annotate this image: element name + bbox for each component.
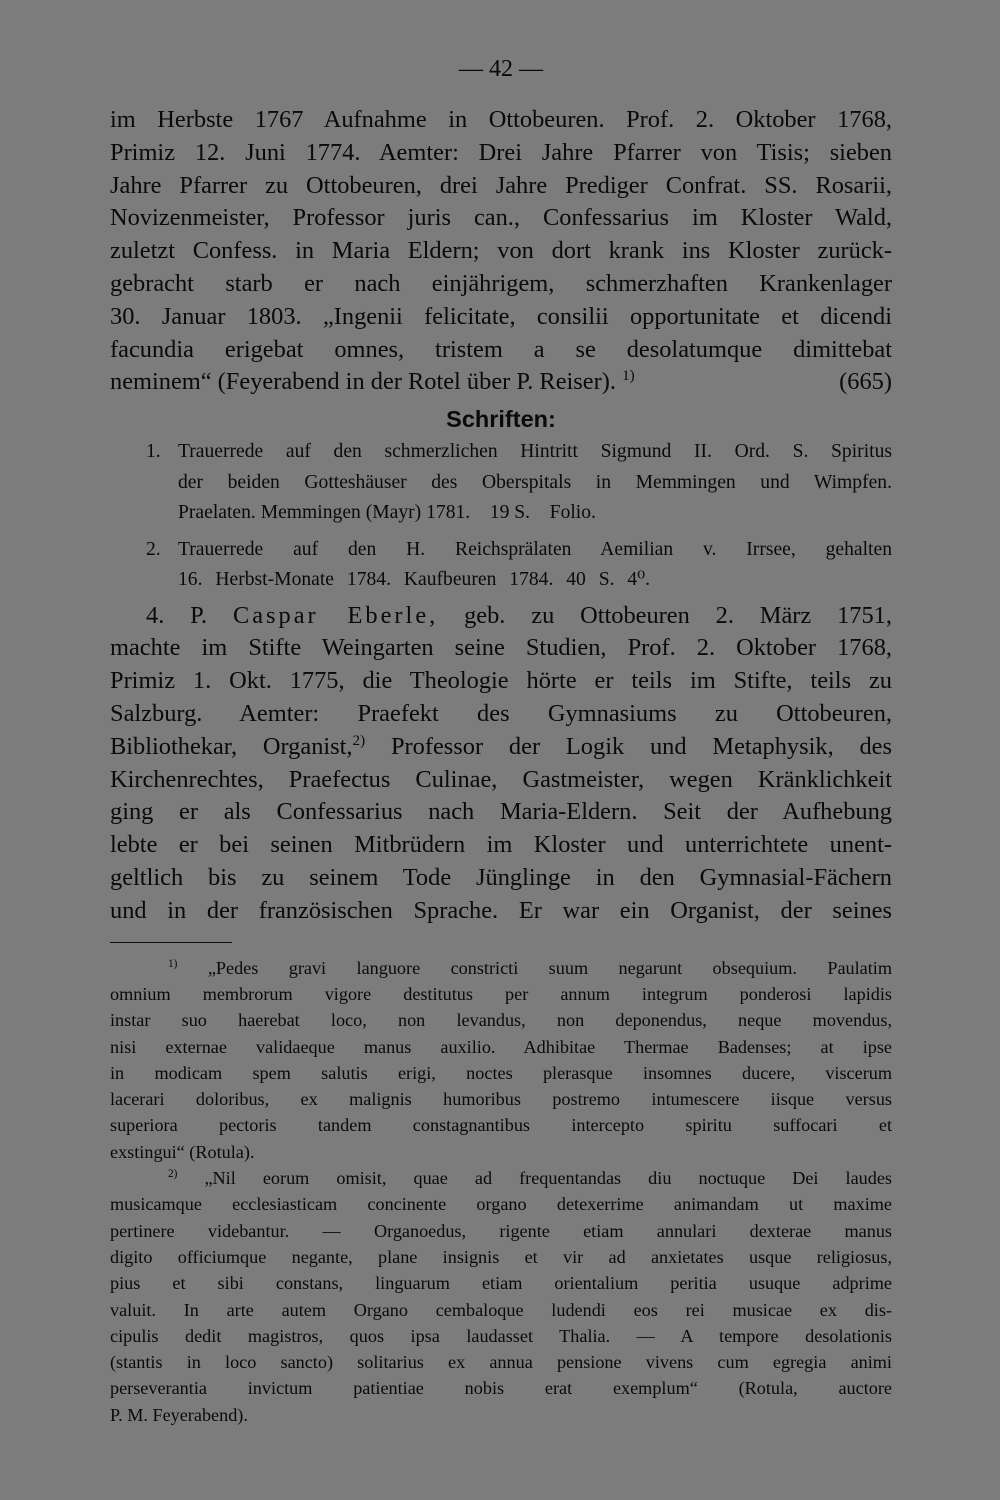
text-fragment: geb. zu Ottobeuren 2. März 1751, xyxy=(464,601,892,629)
spacer xyxy=(110,565,178,596)
footnote-line: musicamque ecclesiasticam concinente organo detexerrime animandam ut maxime xyxy=(110,1194,892,1215)
footnote-line: perseverantia invictum patientiae nobis erat exemplum“ (Rotula, auctore xyxy=(110,1378,892,1399)
list-item-continuation xyxy=(110,565,892,596)
text-line: zuletzt Confess. in Maria Eldern; von dort krank ins Kloster zurück- xyxy=(110,237,892,265)
footnote-line: pertinere videbantur. — Organoedus, rigente etiam annulari dexterae manus xyxy=(110,1220,892,1241)
footnote-line: exstingui“ (Rotula). xyxy=(110,1141,255,1162)
document-page xyxy=(110,52,892,1428)
footnote-marker: 2) xyxy=(168,1167,178,1180)
text-line: Primiz 1. Okt. 1775, die Theologie hörte er teils im Stifte, teils zu xyxy=(110,667,892,695)
text-fragment: Bibliothekar, Organist, xyxy=(110,732,353,760)
biography-paragraph-3 xyxy=(110,104,892,399)
item-text: Praelaten. Memmingen (Mayr) 1781. 19 S. Folio. xyxy=(178,502,596,524)
entry-number: 4. P. xyxy=(146,601,208,629)
footnote-line: cipulis dedit magistros, quos ipsa laudasset Thalia. — A tempore desolationis xyxy=(110,1325,892,1346)
text-line: facundia erigebat omnes, tristem a se desolatumque dimittebat xyxy=(110,335,892,363)
text-line: und in der französischen Sprache. Er war ein Organist, der seines xyxy=(110,896,892,924)
footnote-line: superiora pectoris tandem constagnantibus intercepto spiritu suffocari et xyxy=(110,1115,892,1136)
text-fragment: Professor der Logik und Metaphysik, des xyxy=(365,732,893,760)
item-text: 16. Herbst-Monate 1784. Kaufbeuren 1784. 40 S. 4⁰. xyxy=(178,569,650,591)
text-line: Kirchenrechtes, Praefectus Culinae, Gastmeister, wegen Kränklichkeit xyxy=(110,765,892,793)
text-fragment: neminem“ (Feyerabend in der Rotel über P. Reiser). xyxy=(110,368,616,396)
item-text: Trauerrede auf den schmerzlichen Hintritt Sigmund II. Ord. S. Spiritus xyxy=(178,441,892,463)
person-name: Caspar Eberle, xyxy=(232,601,439,629)
text-line: 30. Januar 1803. „Ingenii felicitate, consilii opportunitate et dicendi xyxy=(110,302,892,330)
text-line xyxy=(110,600,892,633)
footnotes xyxy=(110,955,892,1428)
footnote-marker: 1) xyxy=(168,957,178,970)
text-line: Primiz 12. Juni 1774. Aemter: Drei Jahre Pfarrer von Tisis; sieben xyxy=(110,138,892,166)
item-number: 2. xyxy=(146,538,161,560)
list-item xyxy=(110,535,892,566)
text-line xyxy=(110,731,892,764)
page-number: — 42 — xyxy=(459,56,543,82)
item-text: der beiden Gotteshäuser des Oberspitals in Memmingen und Wimpfen. xyxy=(178,471,892,493)
item-text: Trauerrede auf den H. Reichsprälaten Aemilian v. Irrsee, gehalten xyxy=(178,538,892,560)
footnote-line: (stantis in loco sancto) solitarius ex annua pensione vivens cum egregia animi xyxy=(110,1352,892,1373)
list-item xyxy=(110,437,892,468)
footnote-line: P. M. Feyerabend). xyxy=(110,1404,248,1425)
text-line: im Herbste 1767 Aufnahme in Ottobeuren. Prof. 2. Oktober 1768, xyxy=(110,106,892,133)
biography-entry-4 xyxy=(110,600,892,928)
text-fragment: „Nil eorum omisit, quae ad frequentandas diu noctuque Dei laudes xyxy=(204,1168,893,1189)
list-item-continuation xyxy=(110,468,892,499)
footnote-line: digito officiumque negante, plane insignis et vir ad anxietates usque religiosus, xyxy=(110,1246,892,1267)
spacer xyxy=(110,498,178,529)
text-line: machte im Stifte Weingarten seine Studien, Prof. 2. Oktober 1768, xyxy=(110,634,892,662)
spacer xyxy=(110,468,178,499)
text-line: Novizenmeister, Professor juris can., Confessarius im Kloster Wald, xyxy=(110,204,892,232)
footnote-line: lacerari doloribus, ex malignis humoribus postremo intumescere iisque versus xyxy=(110,1089,892,1110)
footnote-marker: 1) xyxy=(622,368,635,385)
footnote-line xyxy=(110,1165,892,1191)
list-item-continuation xyxy=(110,498,892,529)
footnote-line xyxy=(110,955,892,981)
item-number: 1. xyxy=(146,441,161,463)
reference-number: (665) xyxy=(839,368,892,396)
footnote-line: nisi externae validaeque manus auxilio. Adhibitae Thermae Badenses; at ipse xyxy=(110,1036,892,1057)
footnote-marker: 2) xyxy=(352,732,366,749)
text-line: geltlich bis zu seinem Tode Jünglinge in den Gymnasial-Fächern xyxy=(110,864,892,892)
footnote-line: in modicam spem salutis erigi, noctes plerasque insomnes ducere, viscerum xyxy=(110,1062,892,1083)
section-heading: Schriften: xyxy=(446,406,556,433)
footnote-separator xyxy=(110,942,232,943)
text-line: lebte er bei seinen Mitbrüdern im Kloster und unterrichtete unent- xyxy=(110,831,892,859)
footnote-line: instar suo haerebat loco, non levandus, non deponendus, neque movendus, xyxy=(110,1010,892,1031)
text-line: Salzburg. Aemter: Praefekt des Gymnasiums zu Ottobeuren, xyxy=(110,700,892,728)
footnote-line: pius et sibi constans, linguarum etiam orientalium peritia usuque adprime xyxy=(110,1273,892,1294)
footnote-line: valuit. In arte autem Organo cembaloque ludendi eos rei musicae ex dis- xyxy=(110,1299,892,1320)
footnote-line: omnium membrorum vigore destitutus per annum integrum ponderosi lapidis xyxy=(110,983,892,1004)
text-line: ging er als Confessarius nach Maria-Eldern. Seit der Aufhebung xyxy=(110,798,892,826)
text-line-end xyxy=(110,366,635,399)
text-fragment: „Pedes gravi languore constricti suum negarunt obsequium. Paulatim xyxy=(207,957,893,978)
text-line: Jahre Pfarrer zu Ottobeuren, drei Jahre Prediger Confrat. SS. Rosarii, xyxy=(110,171,892,199)
works-list xyxy=(110,437,892,596)
text-line-with-reference xyxy=(110,366,892,399)
text-line: gebracht starb er nach einjährigem, schmerzhaften Krankenlager xyxy=(110,269,892,297)
